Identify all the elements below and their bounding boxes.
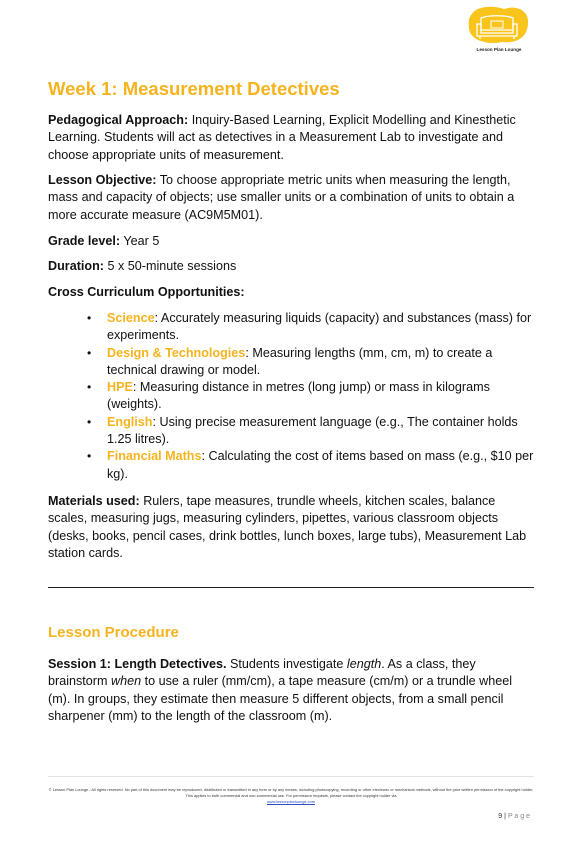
page-number [498, 813, 530, 820]
lesson-plan-lounge-logo [466, 6, 532, 56]
page-title: Week 1: Measurement Detectives [48, 78, 340, 99]
bullet-icon: • [87, 311, 92, 325]
bullet-icon: • [87, 414, 92, 429]
section-divider [48, 587, 534, 588]
duration [48, 258, 532, 275]
materials-used [48, 493, 532, 562]
subject-text: Measuring lengths (mm, cm, m) to create a technical drawing or model. [107, 345, 493, 377]
duration-label: Duration: [48, 259, 104, 273]
page-separator: | [504, 813, 506, 820]
page-number-value: 9 [498, 813, 503, 820]
subject-label: Science [107, 311, 155, 325]
pedagogical-approach [48, 112, 532, 164]
subject-label: Financial Maths [107, 449, 202, 464]
footer-divider [48, 776, 534, 777]
grade-level [48, 233, 532, 250]
subject-label: HPE [107, 380, 133, 395]
subject-text: Accurately measuring liquids (capacity) and substances (mass) for experiments. [107, 311, 532, 343]
pedagogical-text: Inquiry-Based Learning, Explicit Modelling and Kinesthetic Learning. Students will act as detectives in a Measurement Lab to investigate and choose appropriate units of measurement. [48, 113, 516, 162]
subject-text: Measuring distance in metres (long jump) or mass in kilograms (weights). [107, 380, 490, 412]
duration-text: 5 x 50-minute sessions [107, 259, 237, 273]
website-link[interactable]: www.lessonplanlounge.com [266, 799, 315, 804]
bullet-icon: • [87, 380, 92, 395]
session-1-text-a: Students investigate [229, 657, 344, 671]
logo-text: Lesson Plan Lounge [476, 47, 522, 52]
cross-curriculum-heading-text: Cross Curriculum Opportunities: [48, 285, 245, 299]
subject-label: Design & Technologies [107, 345, 246, 360]
list-item: • Science: Accurately measuring liquids (capacity) and substances (mass) for experiments. [87, 311, 532, 343]
page-word: P a g e [507, 813, 530, 820]
materials-label: Materials used: [48, 494, 140, 508]
subject-text: Calculating the cost of items based on mass (e.g., $10 per kg). [107, 449, 534, 481]
lesson-objective [48, 172, 532, 224]
list-item: • Design & Technologies: Measuring lengths (mm, cm, m) to create a technical drawing or model. [87, 345, 493, 377]
couch-icon [466, 6, 530, 44]
grade-label: Grade level: [48, 234, 121, 248]
subject-label: English [107, 414, 153, 429]
bullet-icon: • [87, 449, 92, 464]
materials-text: Rulers, tape measures, trundle wheels, kitchen scales, balance scales, measuring jugs, measuring cylinders, pipettes, various classroom objects (desks, books, pencil cases, drink bottles, lunch boxes, large tubs), Measurement Lab station cards. [48, 494, 527, 560]
session-1-emphasis-length: length [346, 657, 382, 671]
lesson-procedure-heading: Lesson Procedure [48, 624, 179, 641]
cross-curriculum-heading [48, 284, 532, 301]
list-item: • Financial Maths: Calculating the cost of items based on mass (e.g., $10 per kg). [87, 449, 534, 481]
grade-text: Year 5 [123, 234, 160, 248]
cross-curriculum-list [48, 310, 538, 483]
copyright-footer [48, 787, 534, 805]
session-1-text-b: . As a class, they brainstorm [48, 657, 476, 689]
copyright-text: © Lesson Plan Lounge - All rights reserved. No part of this document may be reproduced, distributed or transmitted in any form or by any means, including photocopying, recording or other electronic or mechanical methods, without the prior written permission of the copyright holder. This applies to both commercial and non-commercial use. For permission requests, please contact the copyright holder via [48, 787, 534, 798]
objective-text: To choose appropriate metric units when measuring the length, mass and capacity of objects; use smaller units or a combination of units to obtain a more accurate measure (AC9M5M01). [48, 173, 515, 222]
bullet-icon: • [87, 345, 92, 360]
list-item: • English: Using precise measurement language (e.g., The container holds 1.25 litres). [87, 414, 518, 447]
list-item: • HPE: Measuring distance in metres (long jump) or mass in kilograms (weights). [87, 380, 490, 412]
pedagogical-label: Pedagogical Approach: [48, 113, 189, 127]
session-1-text-c: to use a ruler (mm/cm), a tape measure (cm/m) or a trundle wheel (m). In groups, they estimate then measure 5 different objects, from a small pencil sharpener (mm) to the length of the classroom (m). [48, 674, 513, 723]
session-1-emphasis-when: when [111, 674, 142, 689]
session-1-paragraph [48, 656, 532, 725]
subject-text: Using precise measurement language (e.g., The container holds 1.25 litres). [107, 414, 518, 447]
objective-label: Lesson Objective: [48, 173, 157, 187]
session-1-label: Session 1: Length Detectives. [48, 657, 227, 671]
